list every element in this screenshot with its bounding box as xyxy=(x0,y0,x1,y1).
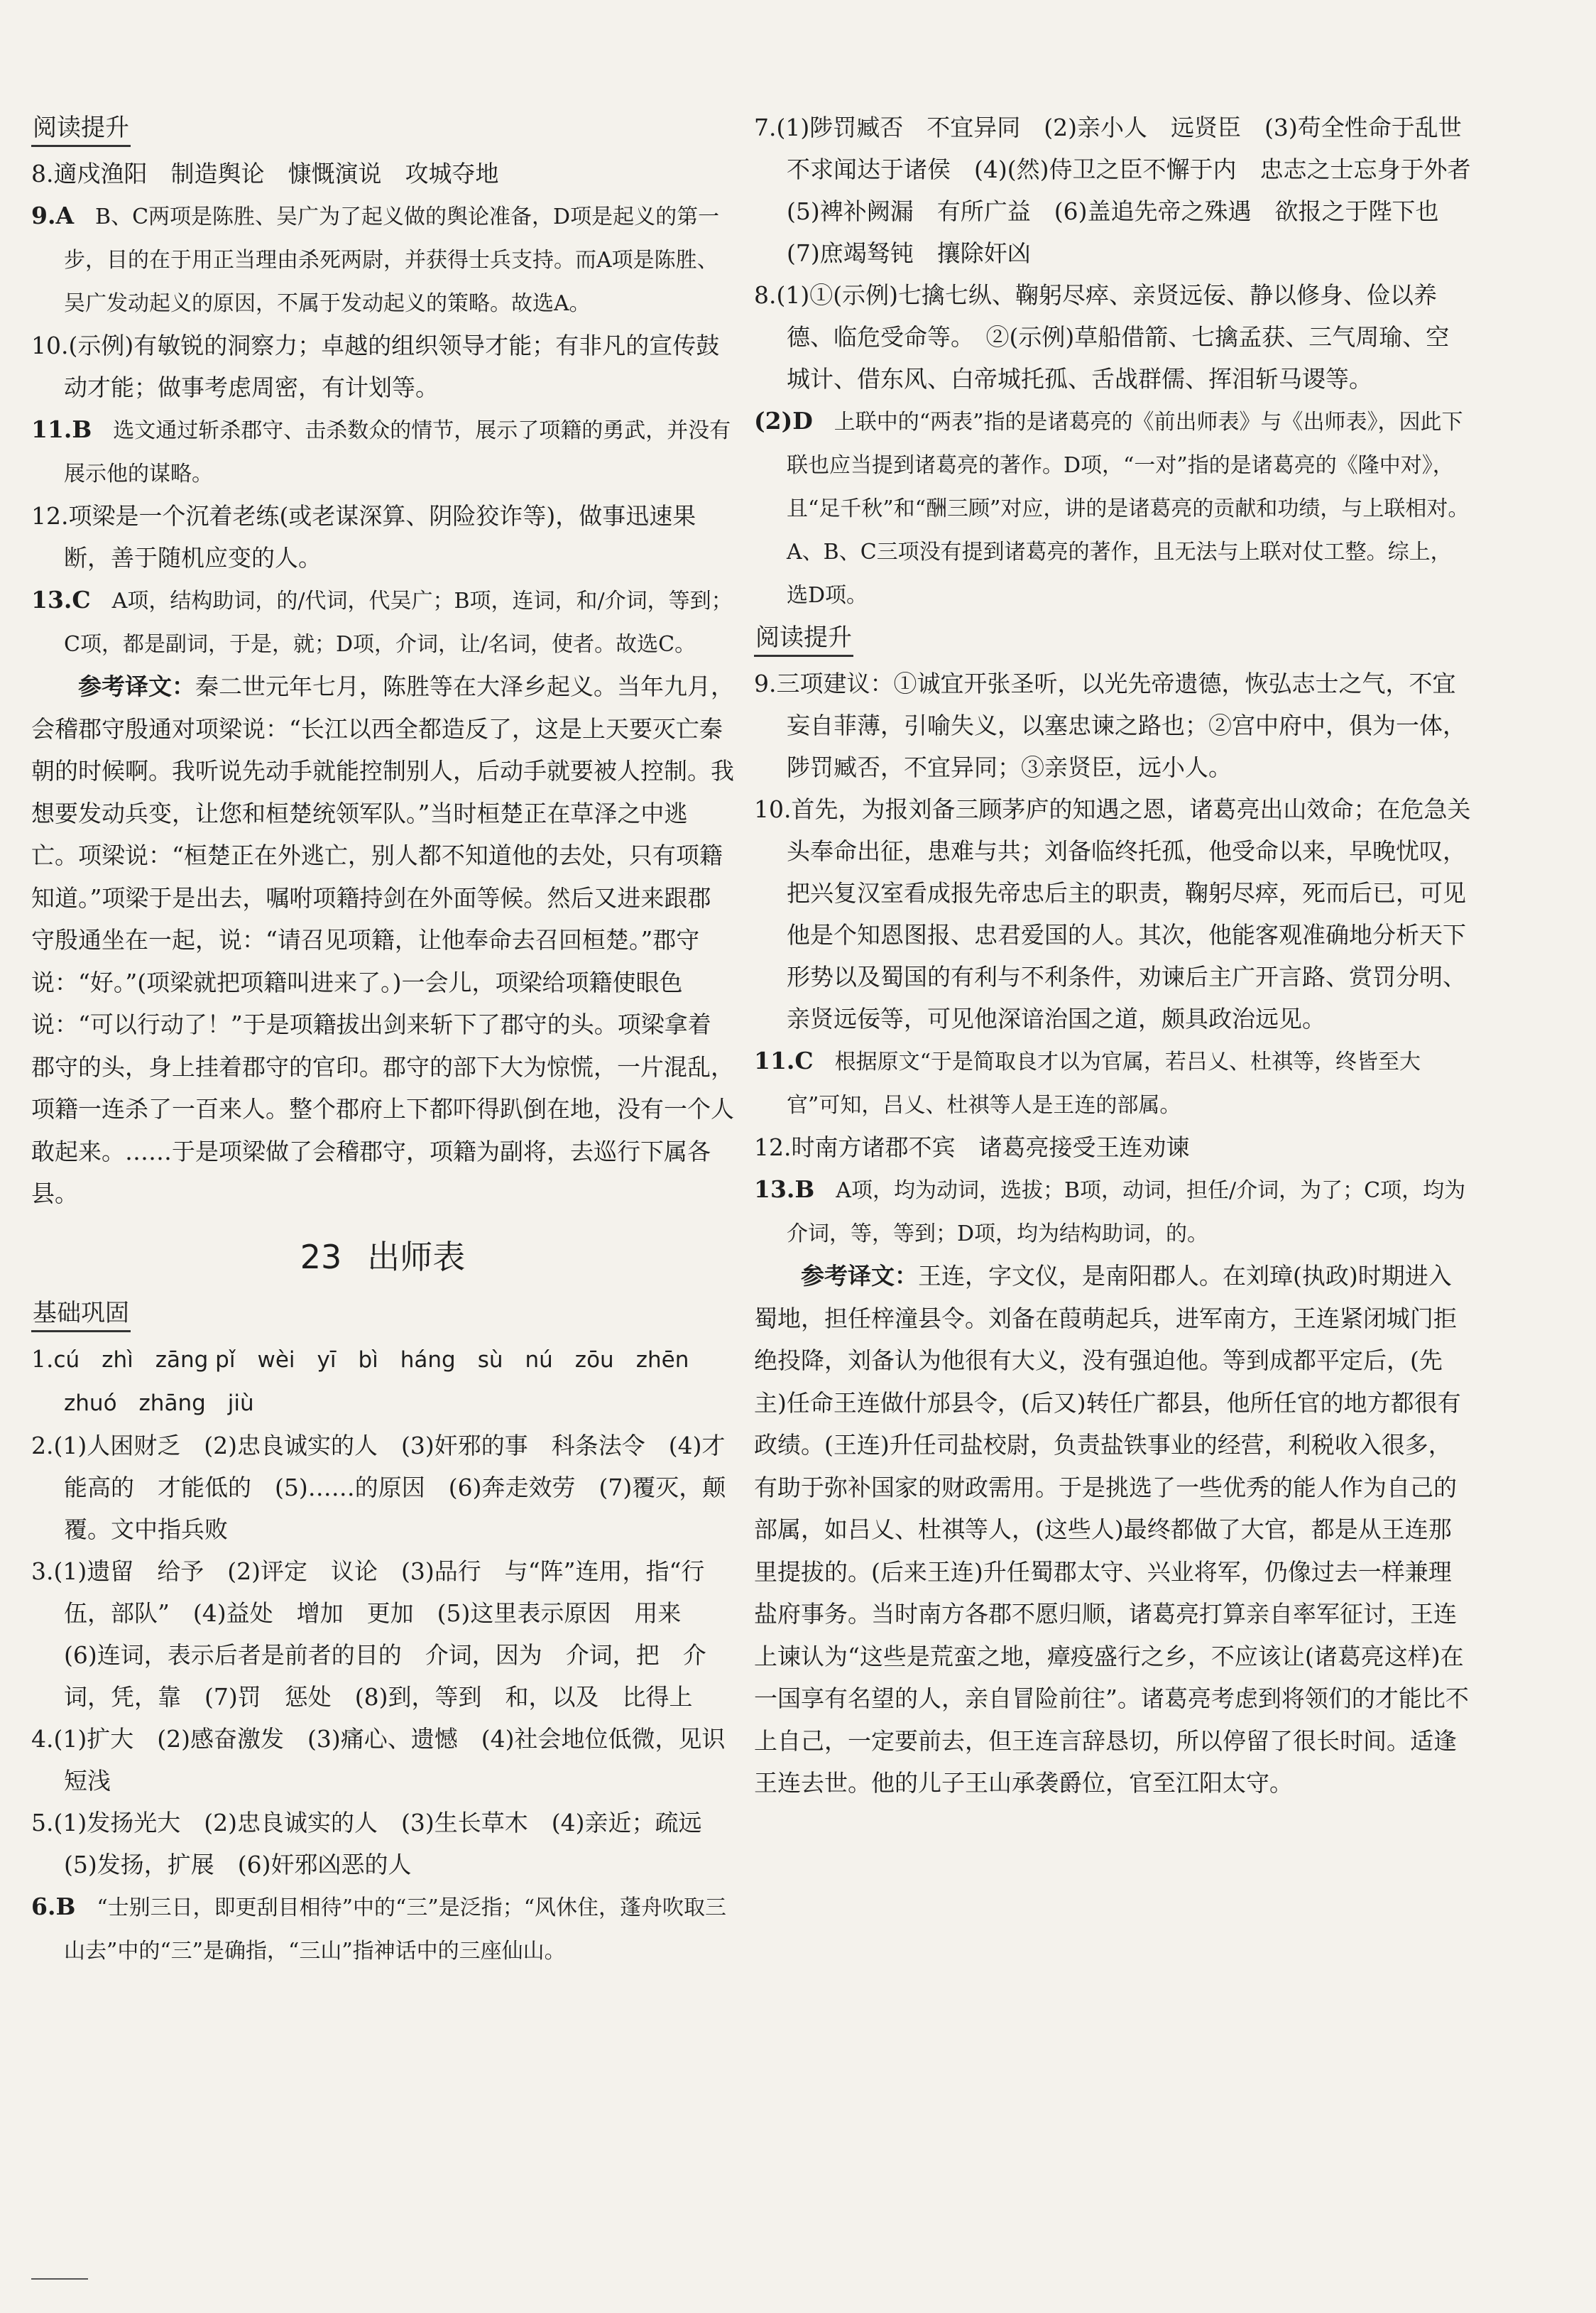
basic-answer-6-explanation: “士别三日，即更刮目相待”中的“三”是泛指；“风休住，蓬舟吹取三山去”中的“三”是确指，“三山”指神话中的三座仙山。 xyxy=(64,1895,727,1964)
answer-9-explanation: B、C两项是陈胜、吴广为了起义做的舆论准备，D项是起义的第一步，目的在于用正当理由杀死两尉，并获得士兵支持。而A项是陈胜、吴广发动起义的原因，不属于发动起义的策略。故选A。 xyxy=(64,205,720,316)
pinyin-answers: cú zhì zāng pǐ wèi yī bì háng sù nú zōu zhēn zhuó zhāng jiù xyxy=(53,1346,689,1416)
reading-answer-13-explanation: A项，均为动词，选拔；B项，动词，担任/介词，为了；C项，均为介词，等，等到；D项，均为结构助词，的。 xyxy=(787,1178,1466,1246)
basic-answer-1-number: 1. xyxy=(31,1344,54,1373)
answer-8: 8.適戍渔阳 制造舆论 慷慨演说 攻城夺地 xyxy=(31,160,499,187)
reading-answer-11-choice: 11.C xyxy=(754,1047,814,1074)
basic-answer-8-2-choice: (2)D xyxy=(754,407,813,435)
reading-answer-11 xyxy=(754,1040,1471,1126)
reading-answer-10: 10.首先，为报刘备三顾茅庐的知遇之恩，诸葛亮出山效命；在危急关头奉命出征，患难与共；刘备临终托孤，他受命以来，早晚忧叹，把兴复汉室看成报先帝忠后主的职责，鞠躬尽瘁，死而后已，可见他是个知恩图报、忠君爱国的人。其次，他能客观准确地分析天下形势以及蜀国的有利与不利条件，劝谏后主广开言路、赏罚分明、亲贤远佞等，可见他深谙治国之道，颇具政治远见。 xyxy=(754,795,1471,1033)
answer-13 xyxy=(31,579,734,665)
answer-13-explanation: A项，结构助词，的/代词，代吴广；B项，连词，和/介词，等到；C项，都是副词，于是，就；D项，介词，让/名词，使者。故选C。 xyxy=(64,589,733,657)
answer-13-choice: 13.C xyxy=(31,586,91,614)
reading-answer-11-explanation: 根据原文“于是简取良才以为官属，若吕乂、杜祺等，终皆至大官”可知，吕乂、杜祺等人是王连的部属。 xyxy=(787,1050,1421,1118)
basic-answer-3: 3.(1)遗留 给予 (2)评定 议论 (3)品行 与“阵”连用，指“行伍，部队” (4)益处 增加 更加 (5)这里表示原因 用来 (6)连词，表示后者是前者的目的 介词，因为 介词，把 介词，凭，靠 (7)罚 惩处 (8)到，等到 和，以及 比得上 xyxy=(31,1557,706,1711)
basic-answer-8-2-explanation: 上联中的“两表”指的是诸葛亮的《前出师表》与《出师表》，因此下联也应当提到诸葛亮的著作。D项，“一对”指的是诸葛亮的《隆中对》，且“足千秋”和“酬三顾”对应，讲的是诸葛亮的贡献和功绩，与上联相对。A、B、C三项没有提到诸葛亮的著作，且无法与上联对仗工整。综上，选D项。 xyxy=(787,410,1470,608)
answer-9-choice: 9.A xyxy=(31,202,75,229)
answer-11-explanation: 选文通过斩杀郡守、击杀数众的情节，展示了项籍的勇武，并没有展示他的谋略。 xyxy=(64,418,731,486)
translation-paragraph-2 xyxy=(754,1255,1471,1805)
basic-answer-8-1: 8.(1)①(示例)七擒七纵、鞠躬尽瘁、亲贤远佞、静以修身、俭以养德、临危受命等。 ②(示例)草船借箭、七擒孟获、三气周瑜、空城计、借东风、白帝城托孤、舌战群儒、挥泪斩马谡等。 xyxy=(754,281,1450,393)
right-column xyxy=(754,107,1494,1805)
answer-11 xyxy=(31,408,734,495)
answer-9 xyxy=(31,195,734,325)
basic-answer-5: 5.(1)发扬光大 (2)忠良诚实的人 (3)生长草木 (4)亲近；疏远 (5)发扬，扩展 (6)奸邪凶恶的人 xyxy=(31,1808,726,1878)
basic-answer-1 xyxy=(31,1338,734,1425)
lesson-title-text: 出师表 xyxy=(367,1237,466,1276)
answer-12: 12.项梁是一个沉着老练(或老谋深算、阴险狡诈等)，做事迅速果断，善于随机应变的人。 xyxy=(31,502,696,572)
lesson-number: 23 xyxy=(300,1237,342,1276)
section-heading-basic: 基础巩固 xyxy=(31,1297,131,1332)
left-column xyxy=(31,107,734,1972)
translation-label: 参考译文： xyxy=(78,673,195,700)
translation-text: 秦二世元年七月，陈胜等在大泽乡起义。当年九月，会稽郡守殷通对项梁说：“长江以西全都造反了，这是上天要灭亡秦朝的时候啊。我听说先动手就能控制别人，后动手就要被人控制。我想要发动兵变，让您和桓楚统领军队。”当时桓楚正在草泽之中逃亡。项梁说：“桓楚正在外逃亡，别人都不知道他的去处，只有项籍知道。”项梁于是出去，嘱咐项籍持剑在外面等候。然后又进来跟郡守殷通坐在一起，说：“请召见项籍，让他奉命去召回桓楚。”郡守说：“好。”(项梁就把项籍叫进来了。)一会儿，项梁给项籍使眼色说：“可以行动了！”于是项籍拔出剑来斩下了郡守的头。项梁拿着郡守的头，身上挂着郡守的官印。郡守的部下大为惊慌，一片混乱，项籍一连杀了一百来人。整个郡府上下都吓得趴倒在地，没有一个人敢起来。……于是项梁做了会稽郡守，项籍为副将，去巡行下属各县。 xyxy=(31,673,734,1207)
reading-answer-13 xyxy=(754,1168,1471,1255)
section-heading-reading: 阅读提升 xyxy=(31,112,131,147)
basic-answer-6 xyxy=(31,1885,734,1972)
basic-answer-4: 4.(1)扩大 (2)感奋激发 (3)痛心、遗憾 (4)社会地位低微，见识短浅 xyxy=(31,1724,726,1795)
basic-answer-6-choice: 6.B xyxy=(31,1892,76,1920)
section-heading-reading-2: 阅读提升 xyxy=(754,622,853,657)
basic-answer-2: 2.(1)人困财乏 (2)忠良诚实的人 (3)奸邪的事 科条法令 (4)才能高的 才能低的 (5)……的原因 (6)奔走效劳 (7)覆灭，颠覆。文中指兵败 xyxy=(31,1431,726,1543)
basic-answer-8-2 xyxy=(754,400,1471,616)
answer-11-choice: 11.B xyxy=(31,415,92,443)
page-footer-rule xyxy=(31,2278,88,2280)
answer-10: 10.(示例)有敏锐的洞察力；卓越的组织领导才能；有非凡的宣传鼓动才能；做事考虑周密，有计划等。 xyxy=(31,332,720,401)
reading-answer-12: 12.时南方诸郡不宾 诸葛亮接受王连劝谏 xyxy=(754,1133,1190,1161)
reading-answer-13-choice: 13.B xyxy=(754,1175,815,1203)
translation-label-2: 参考译文： xyxy=(801,1262,918,1290)
basic-answer-7: 7.(1)陟罚臧否 不宜异同 (2)亲小人 远贤臣 (3)苟全性命于乱世 不求闻达于诸侯 (4)(然)侍卫之臣不懈于内 忠志之士忘身于外者 (5)裨补阙漏 有所广益 (6)盖追先帝之殊遇 欲报之于陛下也 (7)庶竭驽钝 攘除奸凶 xyxy=(754,114,1494,267)
lesson-title xyxy=(31,1225,734,1289)
translation-text-2: 王连，字文仪，是南阳郡人。在刘璋(执政)时期进入蜀地，担任梓潼县令。刘备在葭萌起兵，进军南方，王连紧闭城门拒绝投降，刘备认为他很有大义，没有强迫他。等到成都平定后，(先主)任命王连做什邡县令，(后又)转任广都县，他所任官的地方都很有政绩。(王连)升任司盐校尉，负责盐铁事业的经营，利税收入很多，有助于弥补国家的财政需用。于是挑选了一些优秀的能人作为自己的部属，如吕乂、杜祺等人，(这些人)最终都做了大官，都是从王连那里提拔的。(后来王连)升任蜀郡太守、兴业将军，仍像过去一样兼理盐府事务。当时南方各郡不愿归顺，诸葛亮打算亲自率军征讨，王连上谏认为“这些是荒蛮之地，瘴疫盛行之乡，不应该让(诸葛亮这样)在一国享有名望的人，亲自冒险前往”。诸葛亮考虑到将领们的才能比不上自己，一定要前去，但王连言辞恳切，所以停留了很长时间。适逢王连去世。他的儿子王山承袭爵位，官至江阳太守。 xyxy=(754,1262,1469,1797)
translation-paragraph xyxy=(31,665,734,1215)
reading-answer-9: 9.三项建议：①诚宜开张圣听，以光先帝遗德，恢弘志士之气，不宜妄自菲薄，引喻失义，以塞忠谏之路也；②宫中府中，俱为一体，陟罚臧否，不宜异同；③亲贤臣，远小人。 xyxy=(754,670,1466,781)
